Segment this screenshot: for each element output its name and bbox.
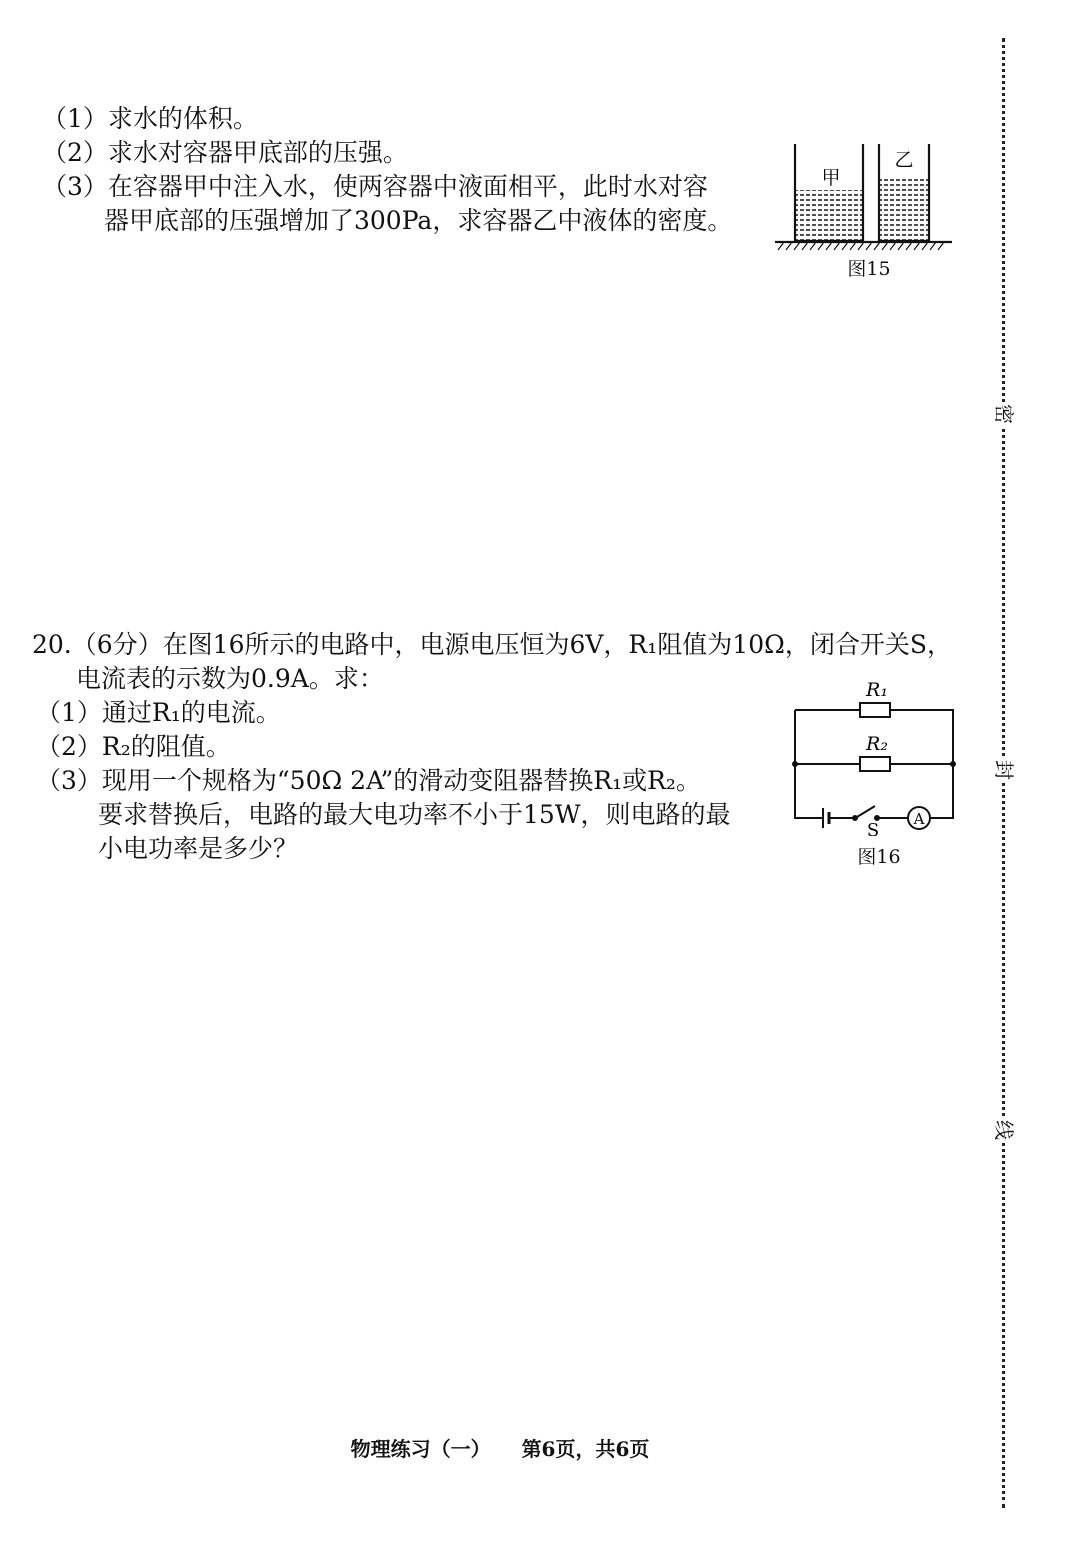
switch [853,806,879,820]
container-b-liquid [879,176,929,240]
footer-page-number: 第6页，共6页 [521,1437,650,1461]
seal-line [992,38,1016,1508]
q19-sub3-line1: （3）在容器甲中注入水，使两容器中液面相平，此时水对容 [42,172,708,201]
q20-stem-line2: 电流表的示数为0.9A。求： [76,664,384,693]
figure-15 [770,138,960,256]
container-b-label: 乙 [894,149,914,171]
r1-label: R₁ [866,679,888,701]
battery [823,808,829,828]
footer-title: 物理练习（一） [350,1437,491,1461]
q20-sub3-line2: 要求替换后，电路的最大电功率不小于15W，则电路的最 [98,800,731,829]
page-footer [0,1433,1000,1462]
q19-sub2: （2）求水对容器甲底部的压强。 [42,138,408,167]
q20-sub3-line3: 小电功率是多少？ [98,834,299,863]
r2-label: R₂ [866,733,888,755]
q20-sub2: （2）R₂的阻值。 [36,732,231,761]
ground-hatching [778,242,944,250]
figure-15-label: 图15 [847,258,891,280]
q20-sub1: （1）通过R₁的电流。 [36,698,281,727]
resistor-r1 [860,703,890,717]
container-a-label: 甲 [821,167,841,189]
switch-label: S [866,820,880,836]
seal-xian: 线 [992,1120,1016,1140]
seal-feng: 封 [992,760,1016,780]
figure-16 [785,676,965,836]
q19-sub1: （1）求水的体积。 [42,104,258,133]
ammeter-label: A [913,810,925,828]
q20-stem-line1: 20.（6分）在图16所示的电路中，电源电压恒为6V，R₁阻值为10Ω，闭合开关S， [32,630,952,659]
resistor-r2 [860,757,890,771]
figure-16-label: 图16 [857,846,901,868]
q19-sub3-line2: 器甲底部的压强增加了300Pa，求容器乙中液体的密度。 [104,206,733,235]
q20-sub3-line1: （3）现用一个规格为“50Ω 2A”的滑动变阻器替换R₁或R₂。 [36,766,701,795]
container-a-liquid [795,190,863,240]
seal-mi: 密 [992,404,1016,424]
